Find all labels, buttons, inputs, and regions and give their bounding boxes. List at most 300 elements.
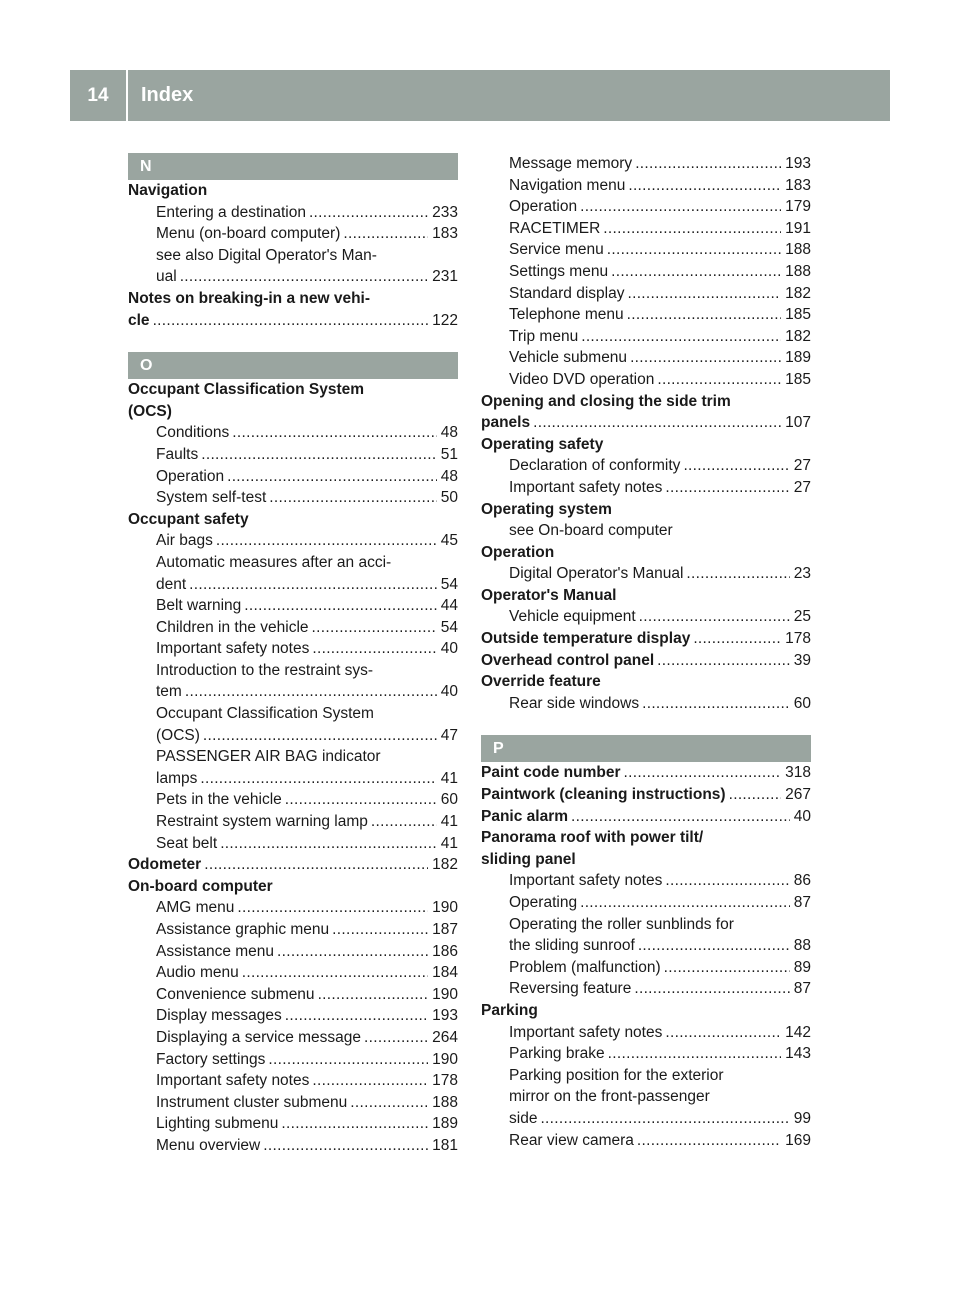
entry-text: Occupant Classification System [128,381,365,399]
page-ref[interactable]: 185 [785,306,811,324]
index-entry[interactable] [481,827,811,849]
index-entry[interactable] [481,628,811,650]
dot-leader [686,563,789,585]
page-ref[interactable]: 87 [793,894,811,911]
dot-leader [693,628,781,650]
page-ref[interactable]: 181 [432,1136,458,1154]
index-subentry[interactable] [481,1108,811,1130]
page-header [70,70,890,121]
dot-leader [203,725,437,747]
dot-leader [664,957,790,979]
index-subentry[interactable] [128,1113,458,1135]
index-entry[interactable] [481,849,811,871]
entry-text: Odometer [128,856,202,874]
index-subentry[interactable] [128,962,458,984]
entry-text: ual [156,268,177,286]
page-ref[interactable]: 182 [785,284,811,302]
entry-text: Air bags [156,532,213,550]
entry-text: Paint code number [481,764,621,782]
page-ref[interactable]: 184 [432,964,458,982]
dot-leader [189,574,437,596]
entry-text: Paintwork (cleaning instructions) [481,786,726,804]
index-subentry[interactable] [128,660,458,682]
dot-leader [200,768,436,790]
index-subentry[interactable] [128,984,458,1006]
index-subentry[interactable] [128,245,458,267]
dot-leader [180,266,428,288]
page-ref[interactable]: 267 [785,786,811,804]
index-entry[interactable] [481,784,811,806]
page-ref[interactable]: 60 [440,791,458,809]
entry-text: Introduction to the restraint sys- [156,661,374,679]
dot-leader [285,1005,428,1027]
dot-leader [312,1070,428,1092]
entry-text: Reversing feature [509,980,632,998]
page-ref[interactable]: 44 [440,597,458,615]
entry-text: Overhead control panel [481,651,655,669]
entry-text: Restraint system warning lamp [156,813,368,831]
index-subentry[interactable] [128,919,458,941]
entry-text: Faults [156,445,199,463]
letter-heading: P [481,735,811,762]
page-ref[interactable]: 107 [785,414,811,432]
page-ref[interactable]: 143 [785,1045,811,1063]
index-subentry[interactable] [481,563,811,585]
entry-text: Convenience submenu [156,985,315,1003]
page-ref[interactable]: 178 [785,630,811,648]
dot-leader [263,1135,428,1157]
dot-leader [635,153,781,175]
dot-leader [611,261,781,283]
index-entry[interactable] [481,650,811,672]
index-subentry[interactable] [481,369,811,391]
index-subentry[interactable] [128,466,458,488]
page-ref[interactable]: 40 [440,683,458,701]
entry-text: AMG menu [156,899,235,917]
index-subentry[interactable] [128,681,458,703]
dot-leader [268,1049,428,1071]
index-subentry[interactable] [128,725,458,747]
index-subentry[interactable] [128,833,458,855]
dot-leader [227,466,437,488]
entry-text: System self-test [156,489,267,507]
entry-text: Belt warning [156,597,242,615]
page-ref[interactable]: 183 [432,225,458,243]
dot-leader [630,347,781,369]
page-ref[interactable]: 190 [432,985,458,1003]
dot-leader [607,239,781,261]
page-ref[interactable]: 182 [432,856,458,874]
dot-leader [350,1092,428,1114]
entry-text: Operating system [481,500,612,518]
page-ref[interactable]: 51 [440,445,458,463]
dot-leader [201,444,437,466]
entry-text: Operation [509,198,578,216]
index-subentry[interactable] [481,1022,811,1044]
index-subentry[interactable] [481,347,811,369]
index-subentry[interactable] [481,606,811,628]
dot-leader [540,1108,789,1130]
page-ref[interactable]: 191 [785,219,811,237]
entry-text: Occupant Classification System [156,705,374,723]
dot-leader [580,196,781,218]
entry-text: Menu overview [156,1136,261,1154]
index-subentry[interactable] [128,811,458,833]
index-subentry[interactable] [481,1130,811,1152]
dot-leader [216,530,437,552]
dot-leader [220,833,437,855]
index-subentry[interactable] [128,1027,458,1049]
index-subentry[interactable] [481,304,811,326]
entry-text: Seat belt [156,834,218,852]
dot-leader [683,455,789,477]
dot-leader [729,784,782,806]
index-subentry[interactable] [481,196,811,218]
index-subentry[interactable] [128,941,458,963]
index-subentry[interactable] [128,266,458,288]
section-title: Index [141,84,194,106]
dot-leader [309,202,428,224]
page-ref[interactable]: 169 [785,1131,811,1149]
entry-text: Factory settings [156,1050,266,1068]
index-subentry[interactable] [481,693,811,715]
dot-leader [580,892,790,914]
index-subentry[interactable] [128,595,458,617]
dot-leader [571,806,790,828]
page-ref[interactable]: 40 [440,640,458,658]
index-subentry[interactable] [481,892,811,914]
index-subentry[interactable] [481,914,811,936]
dot-leader [533,412,781,434]
entry-text: Conditions [156,424,230,442]
entry-text: Opening and closing the side trim [481,392,731,410]
index-subentry[interactable] [128,1135,458,1157]
entry-text: side [509,1109,538,1127]
dot-leader [634,978,789,1000]
entry-text: Telephone menu [509,306,624,324]
index-entry[interactable] [128,401,458,423]
entry-text: Rear side windows [509,694,640,712]
index-subentry[interactable] [128,789,458,811]
page-ref[interactable]: 190 [432,1050,458,1068]
index-subentry[interactable] [128,638,458,660]
index-subentry[interactable] [481,1043,811,1065]
page-ref[interactable]: 179 [785,198,811,216]
section-gap [481,714,811,735]
entry-text: Assistance menu [156,942,275,960]
dot-leader [665,870,789,892]
entry-text: the sliding sunroof [509,937,635,955]
entry-text: Override feature [481,673,601,691]
index-subentry[interactable] [481,153,811,175]
index-entry[interactable] [481,499,811,521]
index-entry[interactable] [128,288,458,310]
dot-leader [285,789,437,811]
index-column-right [481,153,811,1151]
index-subentry[interactable] [128,202,458,224]
page-ref[interactable]: 183 [785,176,811,194]
header-divider [126,70,128,121]
index-subentry[interactable] [481,218,811,240]
index-subentry[interactable] [481,935,811,957]
entry-text: Rear view camera [509,1131,634,1149]
page-ref[interactable]: 54 [440,618,458,636]
page-ref[interactable]: 45 [440,532,458,550]
index-entry[interactable] [128,379,458,401]
index-subentry[interactable] [128,444,458,466]
index-subentry[interactable] [128,1092,458,1114]
dot-leader [185,681,437,703]
index-subentry[interactable] [128,1049,458,1071]
index-subentry[interactable] [128,617,458,639]
entry-text: Trip menu [509,327,579,345]
index-subentry[interactable] [481,957,811,979]
entry-text: Display messages [156,1007,282,1025]
index-subentry[interactable] [481,326,811,348]
dot-leader [627,283,781,305]
page-ref[interactable]: 233 [432,203,458,221]
page-ref[interactable]: 318 [785,764,811,782]
entry-text: (OCS) [156,726,200,744]
entry-text: Lighting submenu [156,1115,279,1133]
entry-text: Notes on breaking-in a new vehi- [128,289,371,307]
section-gap [128,331,458,352]
entry-text: Children in the vehicle [156,618,309,636]
entry-text: Automatic measures after an acci- [156,553,392,571]
index-entry[interactable] [481,542,811,564]
page-ref[interactable]: 25 [793,608,811,626]
entry-text: see On-board computer [509,522,673,540]
index-entry[interactable] [481,585,811,607]
page-ref[interactable]: 142 [785,1023,811,1041]
entry-text: Panic alarm [481,807,569,825]
index-entry[interactable] [128,509,458,531]
index-subentry[interactable] [128,1070,458,1092]
entry-text: Parking [481,1001,538,1019]
entry-text: Message memory [509,155,633,172]
page-ref[interactable]: 47 [440,726,458,744]
entry-text: On-board computer [128,877,273,895]
entry-text: Parking position for the exterior [509,1066,724,1084]
entry-text: Parking brake [509,1045,605,1063]
page-ref[interactable]: 187 [432,921,458,938]
index-subentry[interactable] [128,487,458,509]
entry-text: Entering a destination [156,203,306,221]
entry-text: Problem (malfunction) [509,958,661,976]
page-ref[interactable]: 182 [785,327,811,345]
entry-text: Pets in the vehicle [156,791,282,809]
dot-leader [371,811,437,833]
index-entry[interactable] [481,391,811,413]
index-subentry[interactable] [481,1065,811,1087]
entry-text: Menu (on-board computer) [156,225,341,243]
entry-text: Outside temperature display [481,630,691,648]
page-ref[interactable]: 23 [793,565,811,583]
page-ref[interactable]: 60 [793,694,811,712]
index-subentry[interactable] [128,574,458,596]
entry-text: cle [128,311,150,329]
page-ref[interactable]: 185 [785,370,811,388]
page-ref[interactable]: 190 [432,899,458,917]
index-subentry[interactable] [481,239,811,261]
page-ref[interactable]: 178 [432,1072,458,1090]
page-ref[interactable]: 88 [793,937,811,955]
entry-text: Panorama roof with power tilt/ [481,829,704,847]
index-entry[interactable] [481,412,811,434]
entry-text: Assistance graphic menu [156,921,330,938]
entry-text: Vehicle equipment [509,608,636,626]
index-subentry[interactable] [481,283,811,305]
entry-text: Important safety notes [509,478,663,496]
dot-leader [242,962,428,984]
page-ref[interactable]: 48 [440,424,458,442]
index-subentry[interactable] [481,520,811,542]
index-column-left [128,153,458,1157]
page-ref[interactable]: 87 [793,980,811,998]
page-ref[interactable]: 40 [793,807,811,825]
index-entry[interactable] [128,854,458,876]
index-entry[interactable] [128,310,458,332]
index-subentry[interactable] [481,455,811,477]
entry-text: Important safety notes [156,640,310,658]
dot-leader [153,310,429,332]
letter-heading: O [128,352,458,379]
index-entry[interactable] [128,876,458,898]
page-number: 14 [87,84,109,106]
dot-leader [364,1027,428,1049]
entry-text: lamps [156,769,198,787]
page-ref[interactable]: 41 [440,813,458,831]
page-ref[interactable]: 39 [793,651,811,669]
index-subentry[interactable] [128,703,458,725]
entry-text: Operating safety [481,435,604,453]
dot-leader [318,984,429,1006]
index-entry[interactable] [481,671,811,693]
index-subentry[interactable] [128,1005,458,1027]
index-entry[interactable] [128,180,458,202]
page-ref[interactable]: 41 [440,769,458,787]
page-ref[interactable]: 27 [793,478,811,496]
entry-text: Declaration of conformity [509,457,681,475]
page-ref[interactable]: 193 [785,155,811,172]
index-subentry[interactable] [128,746,458,768]
dot-leader [204,854,428,876]
page-ref[interactable]: 193 [432,1007,458,1025]
entry-text: Vehicle submenu [509,349,628,367]
dot-leader [603,218,781,240]
dot-leader [312,617,437,639]
entry-text: Settings menu [509,262,609,280]
page-ref[interactable]: 54 [440,575,458,593]
dot-leader [665,1022,781,1044]
index-entry[interactable] [481,434,811,456]
page-ref[interactable]: 188 [432,1093,458,1111]
index-subentry[interactable] [128,897,458,919]
entry-text: Navigation menu [509,176,626,194]
entry-text: Operation [156,467,225,485]
index-subentry[interactable] [481,1086,811,1108]
index-entry[interactable] [481,1000,811,1022]
dot-leader [581,326,781,348]
dot-leader [312,638,436,660]
entry-text: Standard display [509,284,625,302]
index-subentry[interactable] [481,175,811,197]
dot-leader [657,369,781,391]
page-ref[interactable]: 41 [440,834,458,852]
dot-leader [665,477,789,499]
entry-text: PASSENGER AIR BAG indicator [156,748,381,766]
index-subentry[interactable] [128,552,458,574]
index-subentry[interactable] [128,422,458,444]
page-ref[interactable]: 189 [785,349,811,367]
dot-leader [237,897,428,919]
entry-text: dent [156,575,187,593]
entry-text: panels [481,414,531,432]
page-ref[interactable]: 188 [785,241,811,259]
entry-text: Operating the roller sunblinds for [509,915,734,933]
entry-text: sliding panel [481,850,576,868]
page-ref[interactable]: 189 [432,1115,458,1133]
letter-heading: N [128,153,458,180]
dot-leader [343,223,428,245]
page-ref[interactable]: 264 [432,1028,458,1046]
dot-leader [657,650,790,672]
page-ref[interactable]: 27 [793,457,811,475]
entry-text: Audio menu [156,964,239,982]
page-ref[interactable]: 186 [432,942,458,960]
dot-leader [639,606,790,628]
index-subentry[interactable] [481,261,811,283]
dot-leader [277,941,428,963]
index-subentry[interactable] [481,477,811,499]
entry-text: Occupant safety [128,510,249,528]
dot-leader [232,422,437,444]
entry-text: Instrument cluster submenu [156,1093,348,1111]
index-subentry[interactable] [128,530,458,552]
page-ref[interactable]: 122 [432,311,458,329]
index-entry[interactable] [481,762,811,784]
dot-leader [642,693,790,715]
entry-text: Video DVD operation [509,370,655,388]
dot-leader [627,304,782,326]
page-ref[interactable]: 188 [785,262,811,280]
page-ref[interactable]: 86 [793,872,811,890]
index-subentry[interactable] [128,223,458,245]
entry-text: Important safety notes [156,1072,310,1090]
entry-text: Displaying a service message [156,1028,362,1046]
entry-text: Important safety notes [509,1023,663,1041]
index-subentry[interactable] [481,978,811,1000]
page-ref[interactable]: 231 [432,268,458,286]
dot-leader [269,487,437,509]
index-subentry[interactable] [128,768,458,790]
page-ref[interactable]: 48 [440,467,458,485]
index-entry[interactable] [481,806,811,828]
dot-leader [638,935,790,957]
entry-text: Operation [481,543,555,561]
dot-leader [624,762,782,784]
entry-text: Service menu [509,241,604,259]
page-ref[interactable]: 50 [440,489,458,507]
index-subentry[interactable] [481,870,811,892]
entry-text: tem [156,683,182,701]
page-ref[interactable]: 89 [793,958,811,976]
entry-text: RACETIMER [509,219,601,237]
page-ref[interactable]: 99 [793,1109,811,1127]
dot-leader [637,1130,781,1152]
dot-leader [244,595,436,617]
entry-text: Navigation [128,182,208,199]
